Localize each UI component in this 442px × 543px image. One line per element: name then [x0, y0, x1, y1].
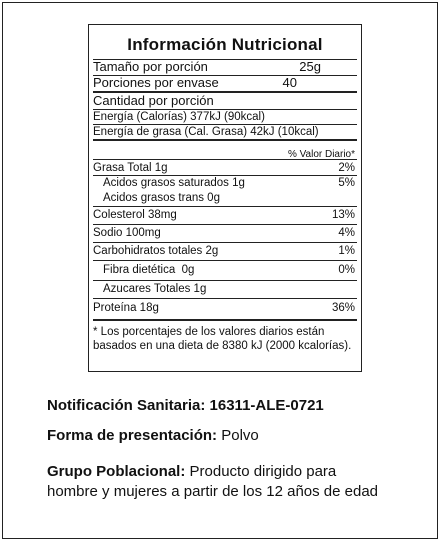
dv-header: % Valor Diario*	[287, 149, 355, 160]
nutrient-name: Proteína 18g	[93, 302, 159, 314]
nutrient-dv: 4%	[338, 227, 355, 239]
nutrient-dv: 1%	[338, 245, 355, 257]
divider	[93, 224, 357, 225]
fat-energy-row: Energía de grasa (Cal. Grasa) 42kJ (10kcal)	[93, 126, 319, 138]
nutrient-name: Colesterol 38mg	[93, 209, 177, 221]
label-title: Información Nutricional	[127, 35, 323, 54]
nutrient-name: Carbohidratos totales 2g	[93, 245, 219, 257]
nutrient-name: Acidos grasos saturados 1g	[103, 177, 245, 189]
group-value-line1: Producto dirigido para	[189, 463, 337, 480]
nutrient-dv: 2%	[338, 162, 355, 174]
divider	[93, 242, 357, 243]
presentation-label: Forma de presentación:	[47, 427, 218, 444]
divider	[93, 159, 357, 160]
group-label: Grupo Poblacional:	[47, 463, 186, 480]
nutrient-dv: 0%	[338, 264, 355, 276]
nutrition-facts-panel	[88, 24, 362, 372]
servings-value: 40	[282, 75, 297, 90]
nutrient-row	[93, 208, 357, 223]
presentation-line	[47, 426, 259, 446]
nutrient-row	[103, 176, 357, 191]
servings-row	[93, 75, 357, 90]
energy-row: Energía (Calorías) 377kJ (90kcal)	[93, 111, 265, 123]
registration-line	[47, 396, 324, 416]
nutrient-row	[93, 161, 357, 176]
nutrient-row	[93, 244, 357, 259]
nutrient-name: Fibra dietética 0g	[103, 264, 195, 276]
group-line	[47, 462, 378, 502]
divider	[93, 298, 357, 299]
divider-thick	[93, 319, 357, 321]
servings-label: Porciones por envase	[93, 75, 219, 90]
serving-size-row	[93, 59, 357, 74]
nutrient-row	[103, 191, 357, 206]
footnote: * Los porcentajes de los valores diarios están basados en una dieta de 8380 kJ (2000 kcalorías).	[93, 326, 352, 352]
nutrient-row	[93, 226, 357, 241]
registration-text: Notificación Sanitaria: 16311-ALE-0721	[47, 397, 324, 414]
nutrient-row	[103, 263, 357, 278]
group-value-line2: hombre y mujeres a partir de los 12 años de edad	[47, 483, 379, 500]
nutrient-name: Sodio 100mg	[93, 227, 161, 239]
divider	[93, 206, 357, 207]
presentation-value: Polvo	[221, 427, 259, 444]
nutrient-name: Grasa Total 1g	[93, 162, 168, 174]
nutrient-dv: 13%	[331, 209, 355, 221]
serving-size-value: 25g	[299, 59, 321, 74]
nutrient-row	[93, 301, 357, 316]
nutrient-dv: 5%	[338, 177, 355, 189]
divider-thick	[93, 139, 357, 141]
nutrient-dv: 36%	[331, 302, 355, 314]
divider	[93, 260, 357, 261]
serving-size-label: Tamaño por porción	[93, 59, 208, 74]
nutrient-name: Azucares Totales 1g	[103, 283, 207, 295]
nutrient-name: Acidos grasos trans 0g	[103, 192, 220, 204]
amount-per-serving: Cantidad por porción	[93, 93, 214, 108]
divider	[93, 280, 357, 281]
nutrient-row	[103, 282, 357, 297]
